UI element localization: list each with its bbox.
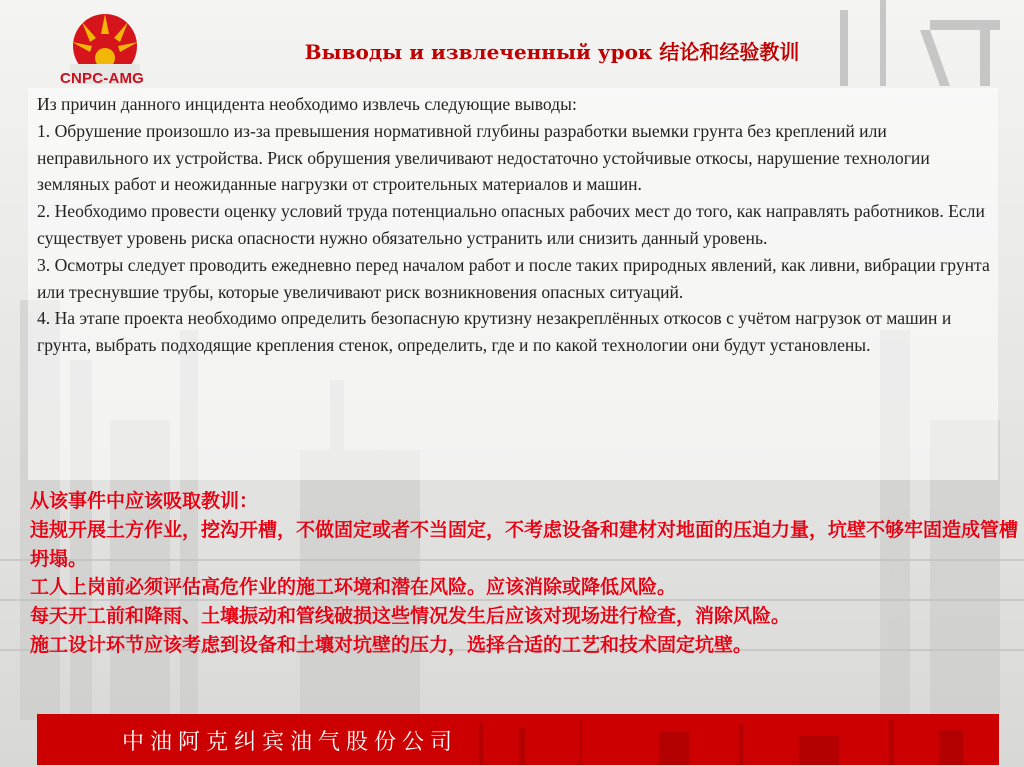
russian-paragraph-intro: Из причин данного инцидента необходимо извлечь следующие выводы: bbox=[37, 94, 577, 114]
chinese-text-block bbox=[30, 487, 1020, 660]
russian-paragraph-4: 4. На этапе проекта необходимо определить безопасную крутизну незакреплённых откосов с учётом нагрузок от машин и грунта, выбрать подходящие крепления стенок, определить, где и по какой технологии они будут установлены. bbox=[37, 308, 952, 356]
russian-paragraph-1: 1. Обрушение произошло из-за превышения нормативной глубины разработки выемки грунта без креплений или неправильного их устройства. Риск обрушения увеличивают недостаточно устойчивые откосы, нарушение технологии земляных работ и неожиданные нагрузки от строительных материалов и машин. bbox=[37, 120, 930, 195]
chinese-paragraph-4: 施工设计环节应该考虑到设备和土壤对坑壁的压力，选择合适的工艺和技术固定坑壁。 bbox=[30, 633, 753, 656]
russian-text-block bbox=[37, 91, 997, 359]
russian-paragraph-3: 3. Осмотры следует проводить ежедневно перед началом работ и после таких природных явлений, как ливни, вибрации грунта или треснувшие трубы, которые увеличивают риск возникновения опасных ситуаций. bbox=[37, 254, 990, 302]
slide-title: Выводы и извлеченный урок 结论和经验教训 bbox=[304, 40, 800, 64]
chinese-paragraph-intro: 从该事件中应该吸取教训： bbox=[30, 490, 259, 512]
footer-banner bbox=[37, 714, 999, 765]
chinese-paragraph-1: 违规开展土方作业，挖沟开槽，不做固定或者不当固定，不考虑设备和建材对地面的压迫力量，坑壁不够牢固造成管槽坍塌。 bbox=[30, 518, 1019, 570]
footer-company-name: 中油阿克纠宾油气股份公司 bbox=[122, 730, 459, 755]
chinese-paragraph-3: 每天开工前和降雨、土壤振动和管线破损这些情况发生后应该对现场进行检查，消除风险。 bbox=[30, 605, 791, 628]
footer-decoration bbox=[459, 714, 999, 765]
chinese-paragraph-2: 工人上岗前必须评估高危作业的施工环境和潜在风险。应该消除或降低风险。 bbox=[30, 576, 677, 599]
logo-text: CNPC-AMG bbox=[59, 70, 145, 87]
russian-paragraph-2: 2. Необходимо провести оценку условий труда потенциально опасных рабочих мест до того, как направлять работников. Если существует уровень риска опасности нужно обязательно устранить или снизить данный уровень. bbox=[37, 201, 985, 248]
